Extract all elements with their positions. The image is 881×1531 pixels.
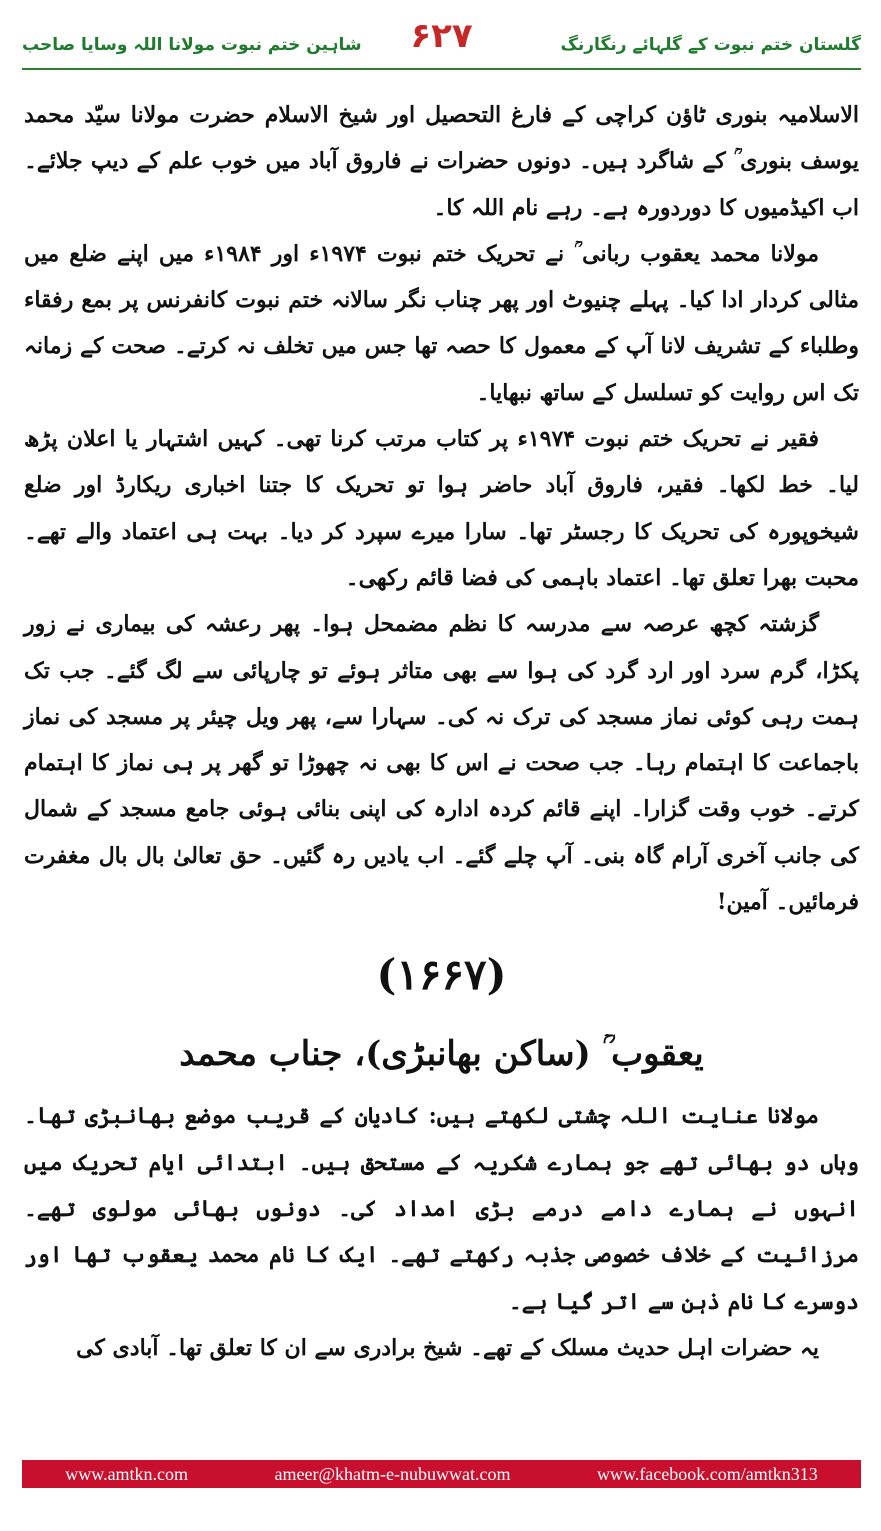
book-title: گلستان ختم نبوت کے گلہائے رنگارنگ — [560, 35, 861, 55]
paragraph-3: فقیر نے تحریک ختم نبوت ۱۹۷۴ء پر کتاب مرتب کرنا تھی۔ کہیں اشتہار یا اعلان پڑھ لیا۔ خط لکھا۔ فقیر، فاروق آباد حاضر ہوا تو تحریک کا جتنا اخباری ریکارڈ اور ضلع شیخوپورہ کی تحریک کا رجسٹر تھا۔ سارا میرے سپرد کر دیا۔ بہت ہی اعتماد والے تھے۔ محبت بھرا تعلق تھا۔ اعتماد باہمی کی فضا قائم رکھی۔ — [24, 426, 859, 591]
paragraph-6: یہ حضرات اہل حدیث مسلک کے تھے۔ شیخ برادری سے ان کا تعلق تھا۔ آبادی کی — [76, 1334, 819, 1361]
paragraph-1: الاسلامیہ بنوری ٹاؤن کراچی کے فارغ التحصیل اور شیخ الاسلام حضرت مولانا سیّد محمد یوسف بنوری ؒ کے شاگرد ہیں۔ دونوں حضرات نے فاروق آباد میں خوب علم کے دیپ جلائے۔ اب اکیڈمیوں کا دوردورہ ہے۔ رہے نام اللہ کا۔ — [24, 102, 859, 221]
page-header — [22, 8, 861, 70]
paragraph-2: مولانا محمد یعقوب ربانی ؒ نے تحریک ختم نبوت ۱۹۷۴ء اور ۱۹۸۴ء میں اپنے ضلع میں مثالی کردار ادا کیا۔ پہلے چنیوٹ اور پھر چناب نگر سالانہ ختم نبوت کانفرنس پر بمع رفقاء وطلباء کے تشریف لانا آپ کے معمول کا حصہ تھا جس میں تخلف نہ کرتے۔ صحت کے زمانہ تک اس روایت کو تسلسل کے ساتھ نبھایا۔ — [24, 240, 859, 406]
footer-facebook-link[interactable]: www.facebook.com/amtkn313 — [596, 1464, 818, 1484]
header-divider — [22, 68, 861, 70]
footer-website-link[interactable]: www.amtkn.com — [65, 1464, 189, 1484]
author-title: شاہین ختم نبوت مولانا اللہ وسایا صاحب — [22, 35, 362, 55]
paragraph-4: گزشتہ کچھ عرصہ سے مدرسہ کا نظم مضمحل ہوا۔ پھر رعشہ کی بیماری نے زور پکڑا، گرم سرد اور ارد گرد کی ہوا سے بھی متاثر ہوئے تو چارپائی سے لگ گئے۔ جب تک ہمت رہی کوئی نماز مسجد کی ترک نہ کی۔ سہارا سے، پھر ویل چیئر پر مسجد کی نماز باجماعت کا اہتمام رہا۔ جب صحت نے اس کا بھی نہ چھوڑا تو گھر پر ہی نماز کا اہتمام کرتے۔ خوب وقت گزارا۔ اپنے قائم کردہ ادارہ کی اپنی بنائی ہوئی جامع مسجد کے شمال کی جانب آخری آرام گاہ بنی۔ آپ چلے گئے۔ اب یادیں رہ گئیں۔ حق تعالیٰ بال بال مغفرت فرمائیں۔ آمین! — [24, 611, 859, 916]
section-number: (۱۶۶۷) — [376, 950, 507, 1000]
footer-email-link[interactable]: ameer@khatm-e-nubuwwat.com — [274, 1464, 511, 1484]
page-number: ۶۲۷ — [410, 16, 473, 56]
paragraph-5: مولانا عنایت اللہ چشتی لکھتے ہیں: کادیان کے قریب موضع بھانبڑی تھا۔ وہاں دو بھائی تھے جو ہمارے شکریہ کے مستحق ہیں۔ ابتدائی ایام تحریک میں انہوں نے ہمارے دامے درمے بڑی امداد کی۔ دونوں بھائی مولوی تھے۔ مرزائیت کے خلاف خصوصی جذبہ رکھتے تھے۔ ایک کا نام محمد یعقوب تھا اور دوسرے کا نام ذہن سے اتر گیا ہے۔ — [24, 1103, 859, 1315]
page-footer — [22, 1460, 861, 1488]
page-body — [24, 92, 859, 1371]
section-title: یعقوب ؒ (ساکن بھانبڑی)، جناب محمد — [179, 1034, 704, 1075]
